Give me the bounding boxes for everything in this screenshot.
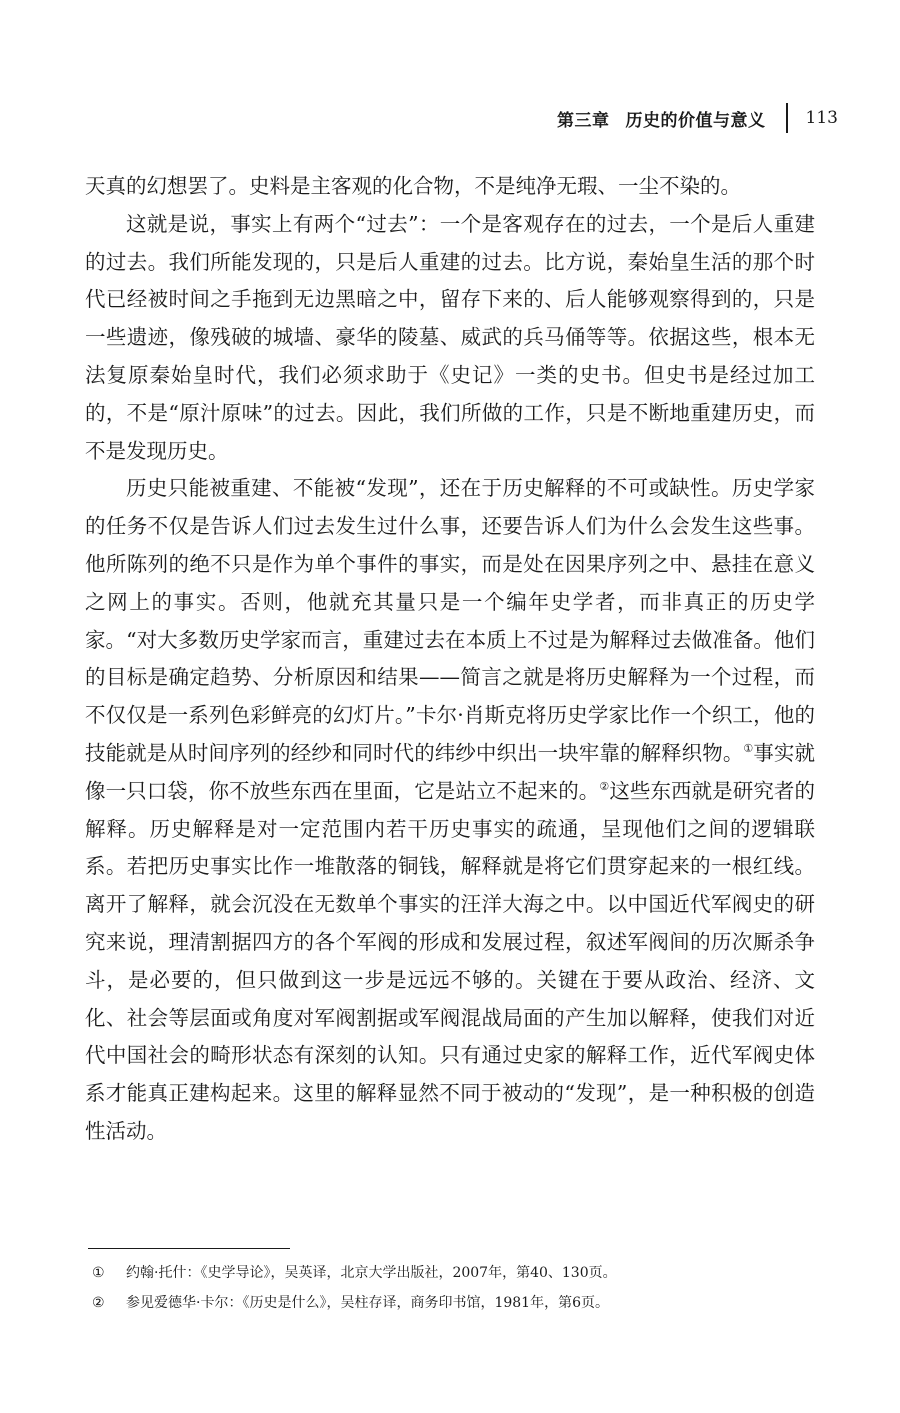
paragraph-continuation: 天真的幻想罢了。史料是主客观的化合物，不是纯净无瑕、一尘不染的。 xyxy=(85,174,741,198)
footnote-text: 参见爱德华·卡尔：《历史是什么》，吴柱存译，商务印书馆，1981年，第6页。 xyxy=(126,1295,609,1311)
running-head xyxy=(557,103,838,133)
chapter-title: 历史的价值与意义 xyxy=(625,110,766,131)
header-divider xyxy=(786,103,788,133)
footnotes xyxy=(88,1258,818,1318)
footnote-text: 约翰·托什：《史学导论》，吴英译，北京大学出版社，2007年，第40、130页。 xyxy=(126,1265,617,1281)
footnote-2 xyxy=(88,1288,818,1318)
footnote-ref-1[interactable]: ① xyxy=(743,741,754,755)
footnote-1 xyxy=(88,1258,818,1288)
body-text xyxy=(85,168,815,1151)
paragraph-text-part-1: 历史只能被重建、不能被“发现”，还在于历史解释的不可或缺性。历史学家的任务不仅是告诉人们过去发生过什么事，还要告诉人们为什么会发生这些事。他所陈列的绝不只是作为单个事件的事实，而是处在因果序列之中、悬挂在意义之网上的事实。否则，他就充其量只是一个编年史学者，而非真正的历史学家。“对大多数历史学家而言，重建过去在本质上不过是为解释过去做准备。他们的目标是确定趋势、分析原因和结果——简言之就是将历史解释为一个过程，而不仅仅是一系列色彩鲜亮的幻灯片。”卡尔·肖斯克将历史学家比作一个织工，他的技能就是从时间序列的经纱和同时代的纬纱中织出一块牢靠的解释织物。 xyxy=(85,476,815,765)
chapter-label: 第三章 xyxy=(557,110,610,131)
footnote-ref-2[interactable]: ② xyxy=(599,779,610,793)
paragraph-text-part-2: 事实就像一只口袋，你不放些东西在里面，它是站立不起来的。 xyxy=(85,740,815,803)
paragraph-text-part-3: 这些东西就是研究者的解释。历史解释是对一定范围内若干历史事实的疏通，呈现他们之间的逻辑联系。若把历史事实比作一堆散落的铜钱，解释就是将它们贯穿起来的一根红线。离开了解释，就会沉没在无数单个事实的汪洋大海之中。以中国近代军阀史的研究来说，理清割据四方的各个军阀的形成和发展过程，叙述军阀间的历次厮杀争斗，是必要的，但只做到这一步是远远不够的。关键在于要从政治、经济、文化、社会等层面或角度对军阀割据或军阀混战局面的产生加以解释，使我们对近代中国社会的畸形状态有深刻的认知。只有通过史家的解释工作，近代军阀史体系才能真正建构起来。这里的解释显然不同于被动的“发现”，是一种积极的创造性活动。 xyxy=(85,778,815,1143)
footnote-mark: ① xyxy=(92,1265,105,1281)
paragraph-historical-interpretation xyxy=(85,470,815,1150)
footnote-divider xyxy=(88,1248,290,1249)
paragraph-two-pasts: 这就是说，事实上有两个“过去”：一个是客观存在的过去，一个是后人重建的过去。我们所能发现的，只是后人重建的过去。比方说，秦始皇生活的那个时代已经被时间之手拖到无边黑暗之中，留存下来的、后人能够观察得到的，只是一些遗迹，像残破的城墙、豪华的陵墓、威武的兵马俑等等。依据这些，根本无法复原秦始皇时代，我们必须求助于《史记》一类的史书。但史书是经过加工的，不是“原汁原味”的过去。因此，我们所做的工作，只是不断地重建历史，而不是发现历史。 xyxy=(85,211,815,463)
footnote-mark: ② xyxy=(92,1295,105,1311)
page-number: 113 xyxy=(805,108,838,128)
